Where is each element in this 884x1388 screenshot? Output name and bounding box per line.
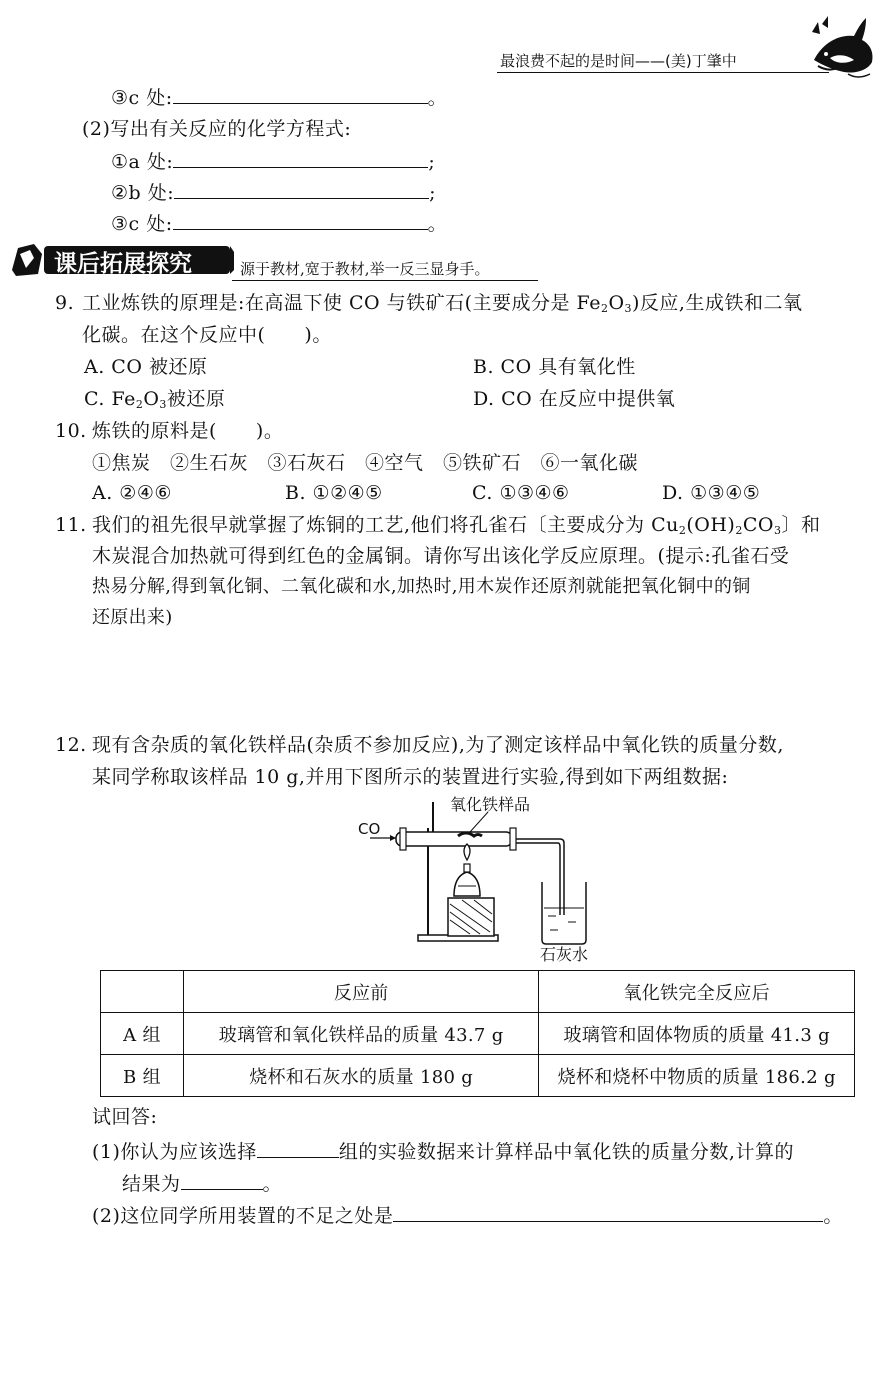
answer-line-c2: ③c 处: 。 [111,209,447,237]
q10-option-b[interactable]: B. ①②④⑤ [285,482,383,504]
q10-option-d[interactable]: D. ①③④⑤ [662,482,761,504]
q12-line1: 现有含杂质的氧化铁样品(杂质不参加反应),为了测定该样品中氧化铁的质量分数, [92,734,784,756]
blank-result[interactable] [181,1169,263,1190]
table-cell: A 组 [101,1013,184,1055]
q11-line3: 热易分解,得到氧化铜、二氧化碳和水,加热时,用木炭作还原剂就能把氧化铜中的铜 [92,576,751,597]
answer-line-a: ①a 处: ; [111,147,435,175]
blank-deficiency[interactable] [393,1201,823,1222]
q12-number: 12. [55,734,87,756]
blank-c1[interactable] [173,83,428,104]
q10-option-a[interactable]: A. ②④⑥ [92,482,172,504]
q11-line1: 我们的祖先很早就掌握了炼铜的工艺,他们将孔雀石〔主要成分为 $Cu_2(OH)_2CO_3$〕和 [92,514,821,537]
label-limewater: 石灰水 [540,945,589,964]
q12-sub1-line2: 结果为 。 [122,1169,282,1197]
q9-option-d[interactable]: D. CO 在反应中提供氧 [473,388,676,410]
q9-option-a[interactable]: A. CO 被还原 [84,356,208,378]
q9-option-c[interactable]: C. $Fe_2O_3$被还原 [84,388,226,411]
q10-stem: 炼铁的原料是( )。 [92,420,284,442]
q9-number: 9. [55,292,75,314]
orca-logo [808,14,876,84]
blank-a[interactable] [173,147,428,168]
table-header-cell: 反应前 [183,971,539,1013]
blank-group[interactable] [257,1137,339,1158]
header-rule [497,72,829,73]
q9-stem-line1: 工业炼铁的原理是:在高温下使 CO 与铁矿石(主要成分是 $Fe_2O_3$)反应,生成铁和二氧 [82,292,803,315]
q11-number: 11. [55,514,87,536]
table-header-row [101,971,855,1013]
blank-b[interactable] [174,178,429,199]
q11-line2: 木炭混合加热就可得到红色的金属铜。请你写出该化学反应原理。(提示:孔雀石受 [92,545,790,567]
table-row [101,1013,855,1055]
data-table [100,970,855,1097]
table-cell: 玻璃管和氧化铁样品的质量 43.7 g [183,1013,539,1055]
section-rule [232,280,538,281]
q11-line4: 还原出来) [92,607,173,628]
table-row [101,1055,855,1097]
section-title: 课后拓展探究 [54,251,192,277]
section-banner [8,240,234,278]
q10-number: 10. [55,420,87,442]
answer-prompt: 试回答: [92,1106,158,1128]
q12-line2: 某同学称取该样品 10 g,并用下图所示的装置进行实验,得到如下两组数据: [92,766,729,788]
blank-c2[interactable] [173,209,428,230]
answer-line-b: ②b 处: ; [111,178,436,206]
label-co: CO [358,820,381,838]
apparatus-drawing [350,790,610,965]
header-quote: 最浪费不起的是时间——(美)丁肇中 [500,52,737,70]
section-subtitle: 源于教材,宽于教材,举一反三显身手。 [240,260,490,278]
table-cell: 烧杯和烧杯中物质的质量 186.2 g [539,1055,855,1097]
table-cell: B 组 [101,1055,184,1097]
label-sample: 氧化铁样品 [450,795,531,814]
table-header-cell: 氧化铁完全反应后 [539,971,855,1013]
table-header-cell [101,971,184,1013]
answer-line-c1: ③c 处: 。 [111,83,447,111]
apparatus-figure [350,790,610,965]
table-cell: 烧杯和石灰水的质量 180 g [183,1055,539,1097]
q10-items: ①焦炭 ②生石灰 ③石灰石 ④空气 ⑤铁矿石 ⑥一氧化碳 [92,452,639,474]
q12-sub2: (2)这位同学所用装置的不足之处是 。 [92,1201,843,1229]
q10-option-c[interactable]: C. ①③④⑥ [472,482,570,504]
q9-stem-line2: 化碳。在这个反应中( )。 [82,324,332,346]
q-sub-2: (2)写出有关反应的化学方程式: [82,118,352,140]
table-cell: 玻璃管和固体物质的质量 41.3 g [539,1013,855,1055]
q9-option-b[interactable]: B. CO 具有氧化性 [473,356,636,378]
q12-sub1-line1: (1)你认为应该选择 组的实验数据来计算样品中氧化铁的质量分数,计算的 [92,1137,794,1165]
